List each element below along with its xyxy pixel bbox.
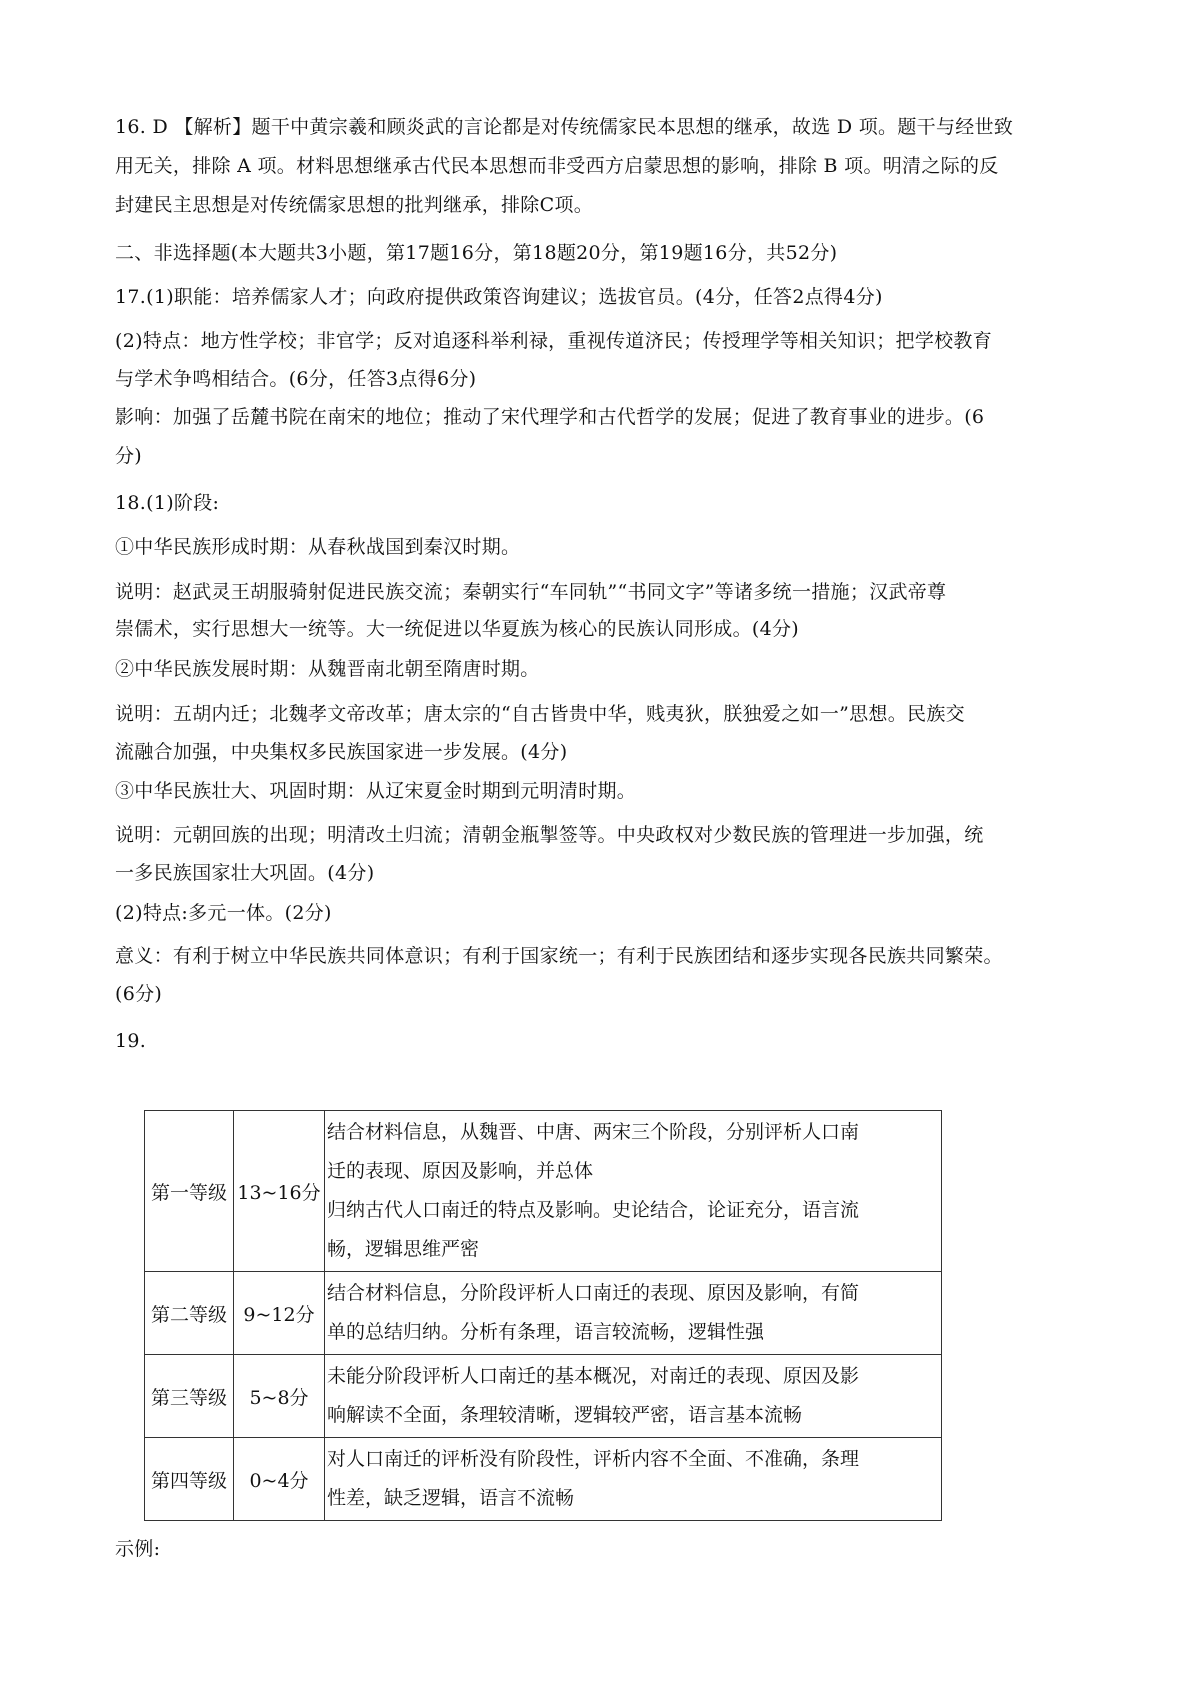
- answer-18-stage-3-note-line-1: 说明：元朝回族的出现；明清改土归流；清朝金瓶掣签等。中央政权对少数民族的管理进一步加强，统: [115, 824, 984, 846]
- grade-description-cell: [325, 1355, 942, 1438]
- description-line: 结合材料信息，分阶段评析人口南迁的表现、原因及影响，有简: [327, 1282, 860, 1304]
- grading-table: [144, 1110, 942, 1521]
- grade-description-cell: [325, 1111, 942, 1272]
- description-line: 结合材料信息，从魏晋、中唐、两宋三个阶段，分别评析人口南: [327, 1121, 860, 1143]
- grade-description-cell: [325, 1438, 942, 1521]
- answer-19-heading: 19.: [115, 1030, 147, 1052]
- answer-18-stage-3-note-line-2: 一多民族国家壮大巩固。(4分): [115, 862, 375, 884]
- answer-18-stage-2-note-line-2: 流融合加强，中央集权多民族国家进一步发展。(4分): [115, 741, 568, 763]
- score-range-cell: 5~8分: [234, 1355, 325, 1438]
- answer-16-line-3: 封建民主思想是对传统儒家思想的批判继承，排除C项。: [115, 194, 594, 216]
- table-row: [145, 1355, 942, 1438]
- answer-18-significance-line-1: 意义：有利于树立中华民族共同体意识；有利于国家统一；有利于民族团结和逐步实现各民族共同繁荣。: [115, 945, 1003, 967]
- answer-17-part2-line-2: 与学术争鸣相结合。(6分，任答3点得6分): [115, 368, 477, 390]
- answer-16-line-1: 16. D 【解析】题干中黄宗羲和顾炎武的言论都是对传统儒家民本思想的继承，故选 D 项。题干与经世致: [115, 116, 1014, 138]
- description-line: 未能分阶段评析人口南迁的基本概况，对南迁的表现、原因及影: [327, 1365, 860, 1387]
- answer-17-part1: 17.(1)职能：培养儒家人才；向政府提供政策咨询建议；选拔官员。(4分，任答2点得4分): [115, 286, 883, 308]
- answer-18-part2-feature: (2)特点:多元一体。(2分): [115, 902, 332, 924]
- answer-18-stage-2-note-line-1: 说明：五胡内迁；北魏孝文帝改革；唐太宗的“自古皆贵中华，贱夷狄，朕独爱之如一”思想。民族交: [115, 703, 965, 725]
- description-line: 性差，缺乏逻辑，语言不流畅: [327, 1487, 575, 1509]
- example-label: 示例:: [115, 1538, 161, 1560]
- section-heading-non-choice: 二、非选择题(本大题共3小题，第17题16分，第18题20分，第19题16分，共52分): [115, 242, 838, 264]
- description-line: 对人口南迁的评析没有阶段性，评析内容不全面、不准确，条理: [327, 1448, 860, 1470]
- description-line: 畅，逻辑思维严密: [327, 1238, 480, 1260]
- grade-level-cell: 第二等级: [145, 1272, 234, 1355]
- table-row: [145, 1438, 942, 1521]
- answer-18-stage-3: ③中华民族壮大、巩固时期：从辽宋夏金时期到元明清时期。: [115, 780, 637, 802]
- answer-18-stage-1-note-line-1: 说明：赵武灵王胡服骑射促进民族交流；秦朝实行“车同轨”“书同文字”等诸多统一措施；汉武帝尊: [115, 581, 947, 603]
- answer-17-impact-line-2: 分): [115, 445, 143, 467]
- description-line: 迁的表现、原因及影响，并总体: [327, 1160, 594, 1182]
- answer-18-heading: 18.(1)阶段:: [115, 492, 220, 514]
- grade-description-cell: [325, 1272, 942, 1355]
- answer-18-stage-1-note-line-2: 崇儒术，实行思想大一统等。大一统促进以华夏族为核心的民族认同形成。(4分): [115, 618, 800, 640]
- description-line: 单的总结归纳。分析有条理，语言较流畅，逻辑性强: [327, 1321, 765, 1343]
- score-range-cell: 13~16分: [234, 1111, 325, 1272]
- grade-level-cell: 第一等级: [145, 1111, 234, 1272]
- answer-17-part2-line-1: (2)特点：地方性学校；非官学；反对追逐科举利禄，重视传道济民；传授理学等相关知识；把学校教育: [115, 330, 993, 352]
- description-line: 响解读不全面，条理较清晰，逻辑较严密，语言基本流畅: [327, 1404, 803, 1426]
- answer-17-impact-line-1: 影响：加强了岳麓书院在南宋的地位；推动了宋代理学和古代哲学的发展；促进了教育事业的进步。(6: [115, 406, 985, 428]
- description-line: 归纳古代人口南迁的特点及影响。史论结合，论证充分，语言流: [327, 1199, 860, 1221]
- answer-18-stage-1: ①中华民族形成时期：从春秋战国到秦汉时期。: [115, 536, 521, 558]
- table-row: [145, 1272, 942, 1355]
- score-range-cell: 0~4分: [234, 1438, 325, 1521]
- answer-16-line-2: 用无关，排除 A 项。材料思想继承古代民本思想而非受西方启蒙思想的影响，排除 B 项。明清之际的反: [115, 155, 999, 177]
- grade-level-cell: 第四等级: [145, 1438, 234, 1521]
- score-range-cell: 9~12分: [234, 1272, 325, 1355]
- answer-18-stage-2: ②中华民族发展时期：从魏晋南北朝至隋唐时期。: [115, 658, 540, 680]
- table-row: [145, 1111, 942, 1272]
- answer-18-significance-line-2: (6分): [115, 983, 163, 1005]
- grade-level-cell: 第三等级: [145, 1355, 234, 1438]
